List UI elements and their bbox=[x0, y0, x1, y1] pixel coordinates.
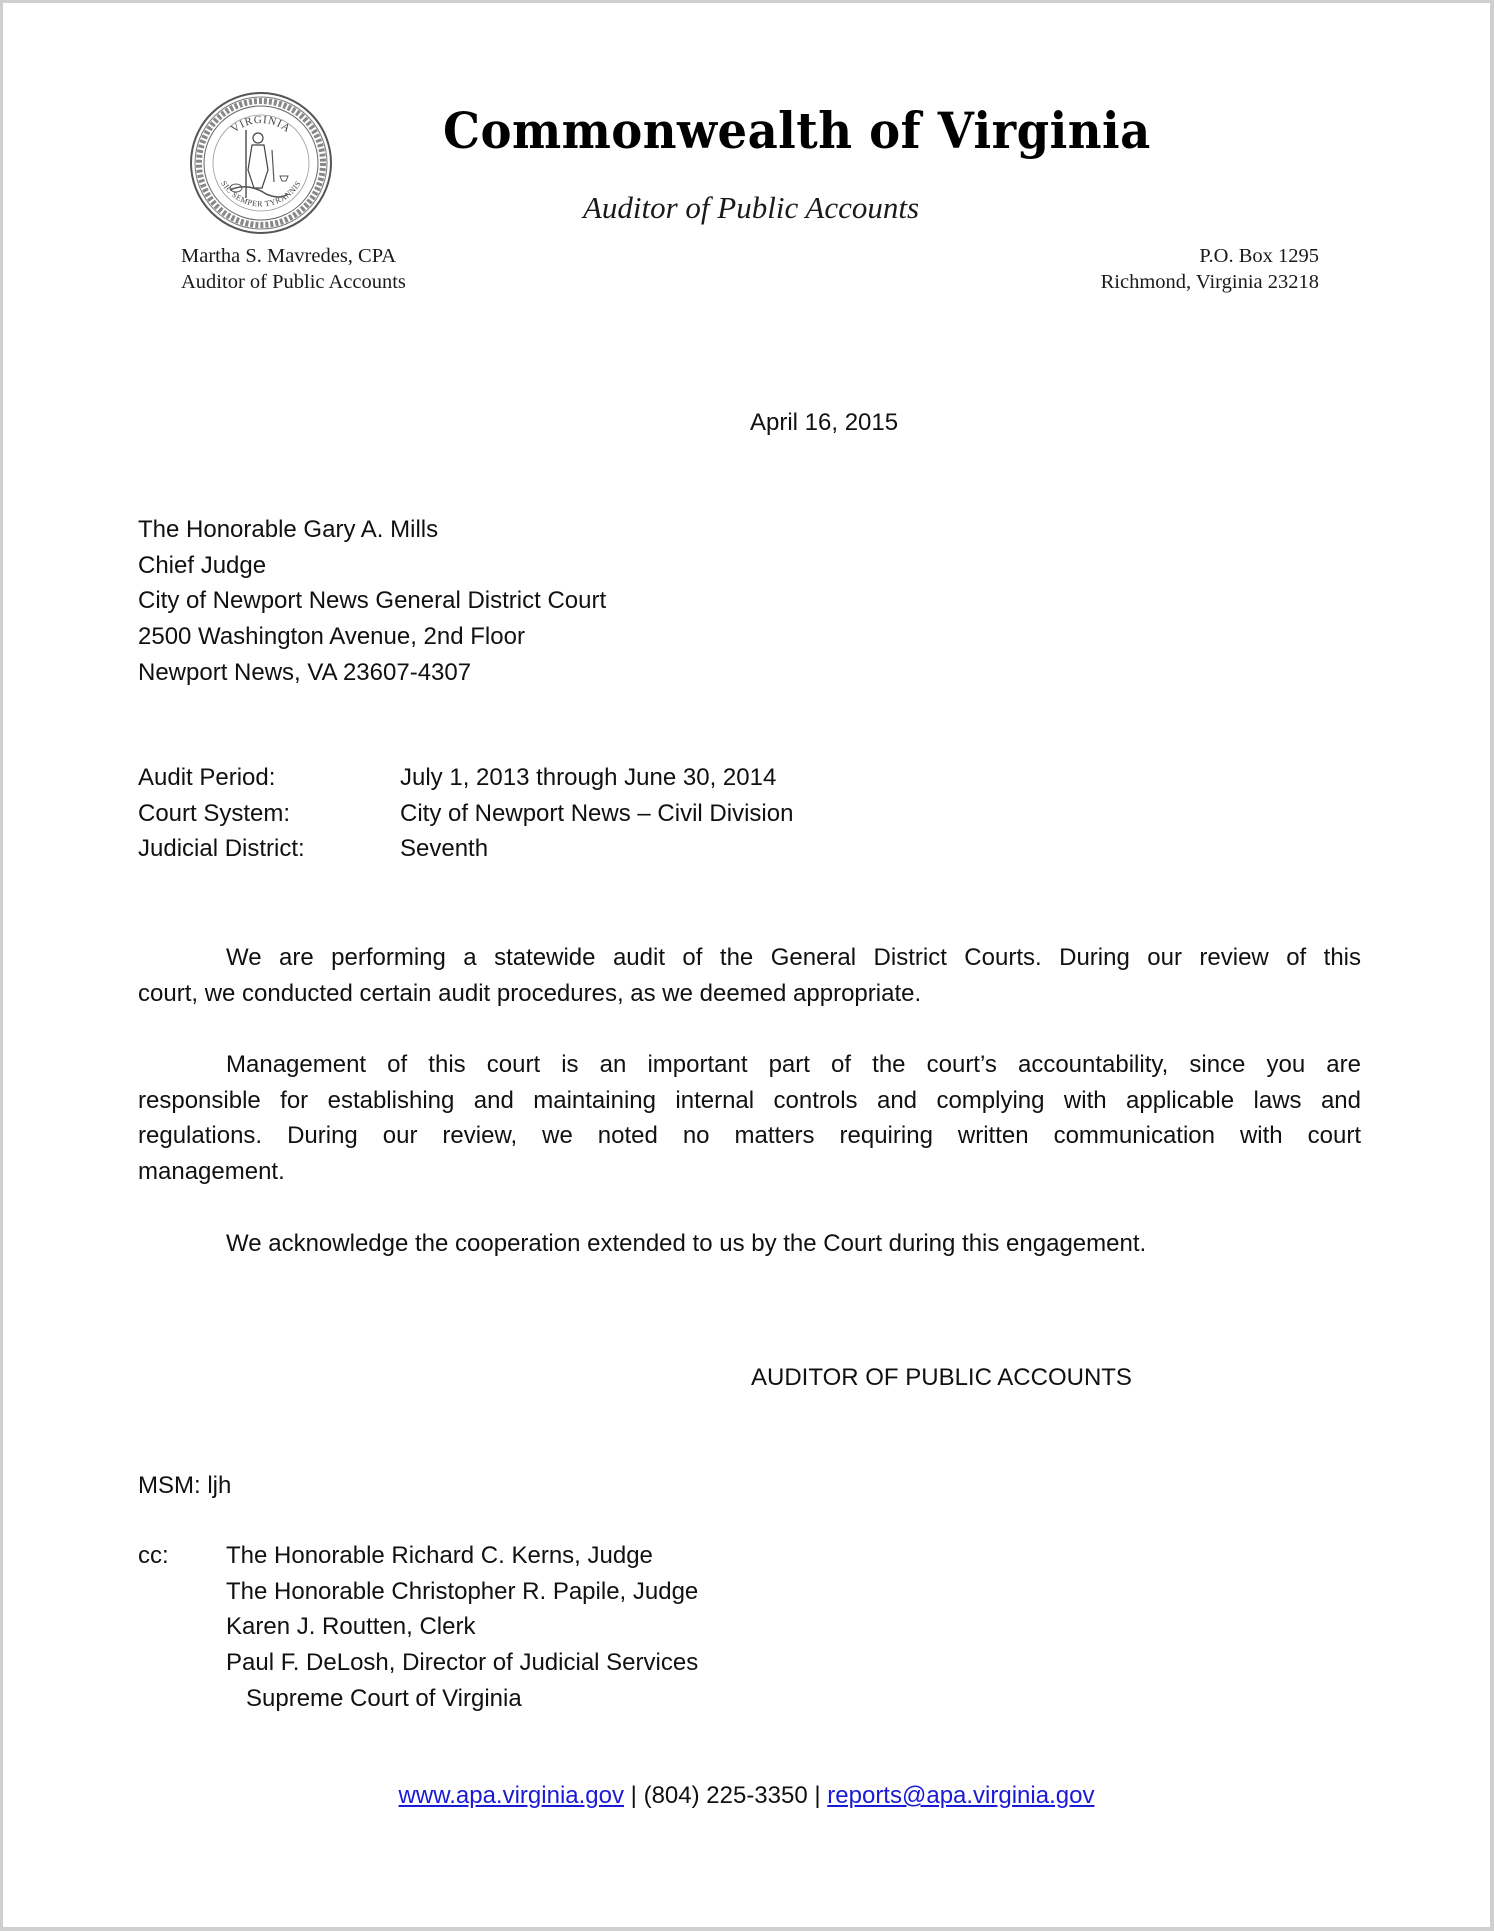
cc-row bbox=[138, 1574, 698, 1610]
paragraph-line: management. bbox=[138, 1158, 285, 1186]
paragraph-line: Management of this court is an important part of the court’s accountability, since you are bbox=[226, 1051, 1361, 1078]
paragraph-line: We acknowledge the cooperation extended to us by the Court during this engagement. bbox=[226, 1230, 1147, 1257]
cc-recipient: Karen J. Routten, Clerk bbox=[226, 1613, 476, 1641]
judicial-district-row bbox=[138, 831, 793, 867]
paragraph-line: regulations. During our review, we noted no matters requiring written communication with court bbox=[138, 1122, 1361, 1150]
paragraph-audit-scope bbox=[138, 940, 1361, 1011]
letterhead-title: Commonwealth of Virginia bbox=[443, 101, 1151, 160]
signature-block: AUDITOR OF PUBLIC ACCOUNTS bbox=[751, 1364, 1132, 1391]
cc-label: cc: bbox=[138, 1542, 169, 1569]
recipient-street: 2500 Washington Avenue, 2nd Floor bbox=[138, 623, 525, 651]
letterhead-subtitle: Auditor of Public Accounts bbox=[582, 190, 920, 225]
email-link[interactable]: reports@apa.virginia.gov bbox=[827, 1782, 1095, 1809]
court-system-label: Court System: bbox=[138, 799, 291, 827]
cc-row bbox=[138, 1538, 698, 1574]
auditor-name: Martha S. Mavredes, CPA bbox=[181, 245, 397, 267]
po-box: P.O. Box 1295 bbox=[1199, 245, 1319, 267]
recipient-title: Chief Judge bbox=[138, 551, 267, 579]
auditor-title: Auditor of Public Accounts bbox=[181, 271, 406, 293]
cc-recipient: The Honorable Richard C. Kerns, Judge bbox=[226, 1542, 653, 1569]
svg-text:VIRGINIA: VIRGINIA bbox=[229, 113, 293, 136]
cc-list bbox=[138, 1538, 698, 1717]
recipient-organization: City of Newport News General District Court bbox=[138, 587, 607, 615]
cc-recipient-organization: Supreme Court of Virginia bbox=[246, 1684, 522, 1712]
website-link[interactable]: www.apa.virginia.gov bbox=[398, 1782, 624, 1809]
court-system-value: City of Newport News – Civil Division bbox=[400, 799, 794, 827]
letter-date: April 16, 2015 bbox=[750, 409, 899, 436]
cc-recipient: The Honorable Christopher R. Papile, Judge bbox=[226, 1577, 699, 1605]
reference-initials: MSM: ljh bbox=[138, 1472, 232, 1499]
recipient-name: The Honorable Gary A. Mills bbox=[138, 516, 439, 543]
svg-text:SIC SEMPER TYRANNIS: SIC SEMPER TYRANNIS bbox=[219, 179, 303, 209]
footer-separator: | bbox=[814, 1782, 821, 1809]
paragraph-line: responsible for establishing and maintaining internal controls and complying with applicable laws and bbox=[138, 1086, 1361, 1114]
city-state-zip: Richmond, Virginia 23218 bbox=[1100, 271, 1319, 293]
paragraph-line: court, we conducted certain audit procedures, as we deemed appropriate. bbox=[138, 979, 922, 1007]
cc-recipient: Paul F. DeLosh, Director of Judicial Services bbox=[226, 1649, 699, 1677]
audit-period-row bbox=[138, 760, 793, 796]
virginia-seal-icon bbox=[188, 90, 334, 236]
footer-separator: | bbox=[630, 1782, 637, 1809]
recipient-address bbox=[138, 512, 606, 691]
paragraph-line: We are performing a statewide audit of the General District Courts. During our review of this bbox=[226, 944, 1361, 971]
judicial-district-value: Seventh bbox=[400, 835, 489, 863]
footer-contact bbox=[3, 1779, 1490, 1813]
letter-page bbox=[3, 3, 1490, 1927]
audit-info bbox=[138, 760, 793, 867]
audit-period-value: July 1, 2013 through June 30, 2014 bbox=[400, 764, 777, 791]
audit-period-label: Audit Period: bbox=[138, 764, 276, 791]
paragraph-management bbox=[138, 1047, 1361, 1190]
cc-row bbox=[138, 1681, 698, 1717]
phone-number: (804) 225-3350 bbox=[643, 1782, 808, 1809]
cc-row bbox=[138, 1645, 698, 1681]
judicial-district-label: Judicial District: bbox=[138, 835, 305, 863]
office-address bbox=[1003, 243, 1319, 295]
recipient-city: Newport News, VA 23607-4307 bbox=[138, 658, 472, 686]
court-system-row bbox=[138, 796, 793, 832]
paragraph-acknowledgement bbox=[138, 1226, 1361, 1262]
auditor-info bbox=[181, 243, 406, 295]
cc-row bbox=[138, 1609, 698, 1645]
